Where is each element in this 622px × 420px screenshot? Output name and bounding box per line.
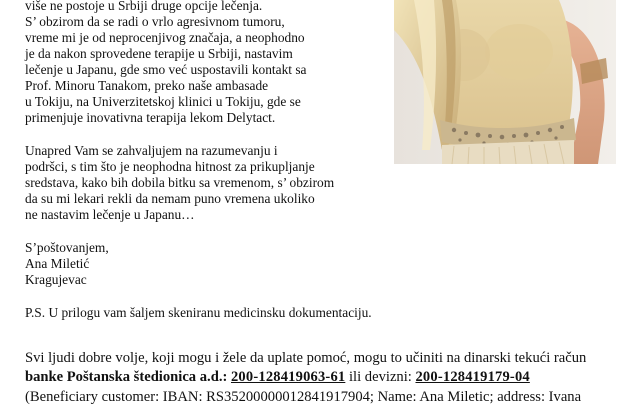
beneficiary-line: (Beneficiary customer: IBAN: RS35200000012841917904; Name: Ana Miletic; address: Ivana — [25, 389, 582, 405]
paragraph1-line: primenjuje inovativna terapija lekom Delytact. — [25, 110, 276, 125]
foreign-label: ili devizni: — [349, 369, 412, 385]
bank-accounts-line — [25, 368, 530, 386]
paragraph1-line: vreme mi je od neprocenjivog značaja, a neophodno — [25, 30, 305, 45]
paragraph2-line: podršci, s tim što je neophodna hitnost za prikupljanje — [25, 159, 315, 174]
paragraph2-line: da su mi lekari rekli da nemam puno vremena ukoliko — [25, 191, 315, 206]
foreign-account-number: 200-128419179-04 — [415, 369, 530, 385]
photo-image — [394, 0, 616, 164]
paragraph1-line: više ne postoje u Srbiji druge opcije lečenja. — [25, 0, 263, 13]
paragraph2-line: ne nastavim lečenje u Japanu… — [25, 207, 195, 222]
paragraph1-line: Prof. Minoru Tanakom, preko naše ambasade — [25, 78, 269, 93]
donation-intro: Svi ljudi dobre volje, koji mogu i žele da uplate pomoć, mogu to učiniti na dinarski tekući račun — [25, 350, 587, 366]
paragraph1-line: lečenje u Japanu, gde smo već uspostavili kontakt sa — [25, 62, 307, 77]
closing-text: S’poštovanjem, — [25, 240, 109, 255]
signer-city: Kragujevac — [25, 272, 87, 287]
ps-note: P.S. U prilogu vam šaljem skeniranu medicinsku dokumentaciju. — [25, 305, 372, 320]
paragraph2-line: Unapred Vam se zahvaljujem na razumevanju i — [25, 143, 278, 158]
dinar-account-number: 200-128419063-61 — [230, 369, 346, 385]
paragraph1-line: S’ obzirom da se radi o vrlo agresivnom tumoru, — [25, 14, 285, 29]
bank-label: banke Poštanska štedionica a.d.: — [25, 369, 228, 385]
paragraph2-line: sredstava, kako bih dobila bitku sa vremenom, s’ obzirom — [25, 175, 335, 190]
signer-name: Ana Miletić — [25, 256, 90, 271]
paragraph1-line: u Tokiju, na Univerzitetskoj klinici u Tokiju, gde se — [25, 94, 301, 109]
paragraph1-line: je da nakon sprovedene terapije u Srbiji, nastavim — [25, 46, 293, 61]
